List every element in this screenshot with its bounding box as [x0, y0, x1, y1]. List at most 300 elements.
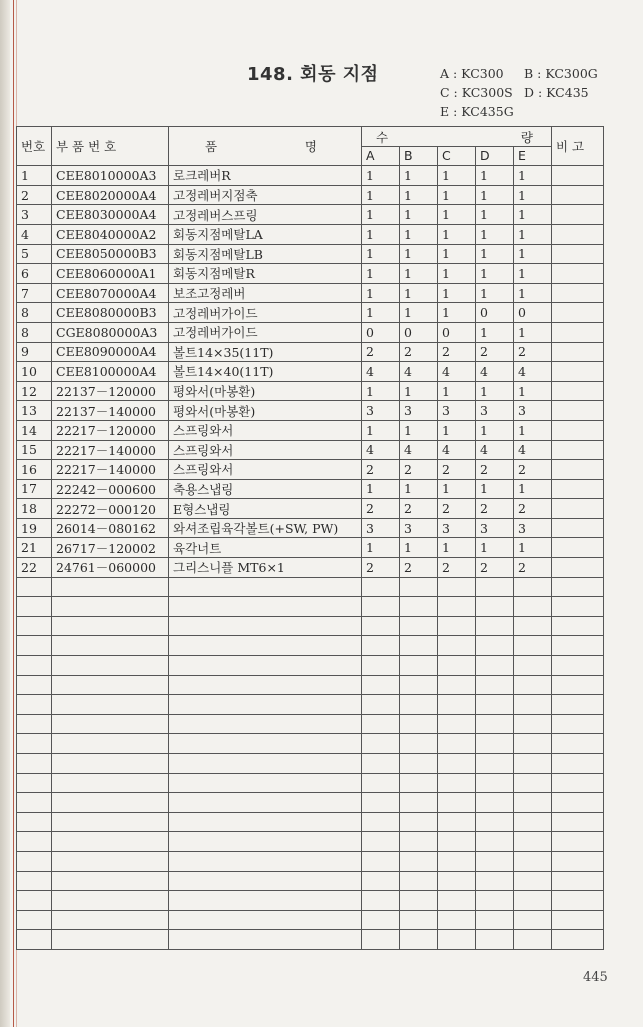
cell-part-name [169, 577, 362, 597]
cell-qty-b [400, 773, 438, 793]
model-legend [440, 64, 608, 121]
header-col-e: E [514, 146, 552, 166]
cell-qty-a [362, 891, 400, 911]
cell-qty-d: 1 [476, 283, 514, 303]
model-legend-line [440, 64, 608, 83]
cell-qty-c: 1 [438, 244, 476, 264]
table-row [17, 460, 604, 480]
cell-qty-b [400, 812, 438, 832]
cell-qty-e: 2 [514, 342, 552, 362]
cell-qty-a [362, 812, 400, 832]
empty-table-row [17, 754, 604, 774]
cell-qty-a: 3 [362, 518, 400, 538]
cell-part-number: CEE8080000B3 [52, 303, 169, 323]
cell-qty-d [476, 891, 514, 911]
cell-qty-c [438, 656, 476, 676]
empty-table-row [17, 832, 604, 852]
cell-no: 16 [17, 460, 52, 480]
cell-qty-a: 4 [362, 440, 400, 460]
cell-qty-e [514, 577, 552, 597]
cell-part-name [169, 734, 362, 754]
cell-remark [552, 185, 604, 205]
cell-no [17, 851, 52, 871]
cell-part-number [52, 675, 169, 695]
cell-part-name: 축용스냅링 [169, 479, 362, 499]
cell-remark [552, 479, 604, 499]
cell-remark [552, 871, 604, 891]
cell-part-name: E형스냅링 [169, 499, 362, 519]
cell-no: 10 [17, 362, 52, 382]
cell-qty-b: 2 [400, 499, 438, 519]
empty-table-row [17, 910, 604, 930]
cell-qty-a [362, 675, 400, 695]
cell-qty-d [476, 656, 514, 676]
cell-qty-e [514, 773, 552, 793]
cell-qty-b: 3 [400, 401, 438, 421]
cell-part-number [52, 871, 169, 891]
cell-part-name [169, 793, 362, 813]
table-row [17, 264, 604, 284]
cell-no [17, 812, 52, 832]
cell-part-number: CEE8060000A1 [52, 264, 169, 284]
cell-qty-d [476, 616, 514, 636]
cell-remark [552, 636, 604, 656]
cell-qty-e [514, 675, 552, 695]
empty-table-row [17, 851, 604, 871]
cell-qty-d [476, 930, 514, 950]
cell-remark [552, 244, 604, 264]
cell-qty-c: 0 [438, 322, 476, 342]
cell-qty-b [400, 734, 438, 754]
cell-qty-d: 1 [476, 381, 514, 401]
cell-qty-b [400, 695, 438, 715]
header-col-b: B [400, 146, 438, 166]
cell-qty-b: 1 [400, 479, 438, 499]
cell-no [17, 656, 52, 676]
cell-qty-a: 1 [362, 264, 400, 284]
cell-part-name [169, 695, 362, 715]
cell-qty-b [400, 754, 438, 774]
cell-no: 6 [17, 264, 52, 284]
cell-qty-d [476, 714, 514, 734]
header-quantity-2: 량 [520, 130, 533, 145]
cell-qty-d: 0 [476, 303, 514, 323]
empty-table-row [17, 597, 604, 617]
cell-part-number [52, 851, 169, 871]
cell-qty-a [362, 773, 400, 793]
cell-part-name [169, 636, 362, 656]
cell-qty-e [514, 754, 552, 774]
cell-remark [552, 166, 604, 186]
cell-qty-e: 4 [514, 440, 552, 460]
cell-part-number: 22137－140000 [52, 401, 169, 421]
cell-qty-d: 1 [476, 224, 514, 244]
cell-remark [552, 754, 604, 774]
cell-part-name: 와셔조립육각볼트(+SW, PW) [169, 518, 362, 538]
cell-qty-c [438, 695, 476, 715]
cell-qty-c [438, 714, 476, 734]
cell-part-number: 26014－080162 [52, 518, 169, 538]
cell-no [17, 734, 52, 754]
cell-qty-c: 2 [438, 460, 476, 480]
cell-part-name [169, 597, 362, 617]
cell-qty-d: 4 [476, 362, 514, 382]
cell-part-number: 22272－000120 [52, 499, 169, 519]
model-code: D : KC435 [524, 85, 589, 100]
header-quantity-1: 수 [376, 130, 389, 145]
table-row [17, 362, 604, 382]
empty-table-row [17, 695, 604, 715]
cell-qty-b: 1 [400, 166, 438, 186]
cell-remark [552, 812, 604, 832]
cell-part-number: CEE8100000A4 [52, 362, 169, 382]
cell-qty-e [514, 793, 552, 813]
table-row [17, 224, 604, 244]
cell-part-number [52, 616, 169, 636]
cell-remark [552, 303, 604, 323]
cell-part-number [52, 754, 169, 774]
cell-part-number: 22217－120000 [52, 420, 169, 440]
cell-no: 9 [17, 342, 52, 362]
cell-qty-c [438, 851, 476, 871]
cell-qty-d: 1 [476, 185, 514, 205]
cell-qty-a: 1 [362, 303, 400, 323]
cell-part-number: CEE8020000A4 [52, 185, 169, 205]
cell-part-name [169, 851, 362, 871]
cell-part-number: CGE8080000A3 [52, 322, 169, 342]
cell-part-number [52, 812, 169, 832]
cell-no: 8 [17, 322, 52, 342]
cell-part-number [52, 930, 169, 950]
header-col-d: D [476, 146, 514, 166]
cell-no: 3 [17, 205, 52, 225]
cell-part-number: 22217－140000 [52, 440, 169, 460]
cell-qty-b [400, 891, 438, 911]
cell-qty-a [362, 656, 400, 676]
cell-qty-a [362, 577, 400, 597]
cell-qty-c: 1 [438, 224, 476, 244]
cell-part-number: 22242－000600 [52, 479, 169, 499]
cell-remark [552, 577, 604, 597]
cell-part-name [169, 714, 362, 734]
cell-no: 5 [17, 244, 52, 264]
cell-qty-b: 2 [400, 342, 438, 362]
table-row [17, 499, 604, 519]
cell-qty-e: 1 [514, 224, 552, 244]
model-code: B : KC300G [524, 66, 598, 81]
cell-qty-c [438, 636, 476, 656]
cell-part-name [169, 871, 362, 891]
cell-qty-c: 1 [438, 205, 476, 225]
spine-line [13, 0, 14, 1027]
page-title: 148. 회동 지점 [247, 64, 379, 85]
empty-table-row [17, 812, 604, 832]
cell-part-name: 스프링와서 [169, 420, 362, 440]
cell-qty-c: 1 [438, 283, 476, 303]
cell-qty-b [400, 577, 438, 597]
cell-qty-e [514, 695, 552, 715]
cell-qty-a: 2 [362, 342, 400, 362]
cell-no [17, 714, 52, 734]
table-row [17, 558, 604, 578]
cell-qty-a: 1 [362, 381, 400, 401]
table-row [17, 401, 604, 421]
table-row [17, 185, 604, 205]
table-row [17, 322, 604, 342]
cell-part-number [52, 773, 169, 793]
cell-qty-c [438, 597, 476, 617]
cell-qty-a [362, 871, 400, 891]
cell-qty-d [476, 793, 514, 813]
cell-remark [552, 851, 604, 871]
cell-qty-b [400, 910, 438, 930]
model-legend-line [440, 83, 608, 102]
page-number: 445 [583, 970, 608, 985]
cell-qty-b: 1 [400, 303, 438, 323]
empty-table-row [17, 793, 604, 813]
cell-qty-a: 2 [362, 558, 400, 578]
cell-qty-d [476, 675, 514, 695]
cell-part-number [52, 636, 169, 656]
cell-qty-c [438, 754, 476, 774]
cell-qty-a: 1 [362, 283, 400, 303]
empty-table-row [17, 675, 604, 695]
cell-remark [552, 205, 604, 225]
cell-qty-d: 1 [476, 264, 514, 284]
cell-qty-e: 2 [514, 558, 552, 578]
cell-qty-e [514, 832, 552, 852]
cell-part-name: 볼트14×35(11T) [169, 342, 362, 362]
cell-remark [552, 793, 604, 813]
cell-part-number [52, 793, 169, 813]
cell-no: 2 [17, 185, 52, 205]
table-row [17, 479, 604, 499]
cell-no: 8 [17, 303, 52, 323]
cell-part-name [169, 812, 362, 832]
cell-qty-c [438, 773, 476, 793]
cell-qty-c: 4 [438, 440, 476, 460]
cell-remark [552, 538, 604, 558]
cell-part-name: 로크레버R [169, 166, 362, 186]
cell-remark [552, 695, 604, 715]
cell-part-name: 육각너트 [169, 538, 362, 558]
cell-remark [552, 362, 604, 382]
cell-part-number: CEE8030000A4 [52, 205, 169, 225]
table-row [17, 518, 604, 538]
cell-no: 18 [17, 499, 52, 519]
cell-qty-c: 2 [438, 499, 476, 519]
cell-no [17, 675, 52, 695]
cell-qty-a: 3 [362, 401, 400, 421]
cell-qty-e: 1 [514, 264, 552, 284]
cell-no: 21 [17, 538, 52, 558]
cell-qty-b [400, 636, 438, 656]
empty-table-row [17, 773, 604, 793]
empty-table-row [17, 871, 604, 891]
empty-table-row [17, 734, 604, 754]
cell-remark [552, 420, 604, 440]
cell-qty-d [476, 871, 514, 891]
cell-qty-c: 1 [438, 185, 476, 205]
cell-qty-e: 1 [514, 244, 552, 264]
model-legend-line [440, 102, 608, 121]
cell-qty-e [514, 616, 552, 636]
cell-no [17, 695, 52, 715]
cell-part-name: 평와서(마봉환) [169, 401, 362, 421]
model-code: C : KC300S [440, 85, 513, 100]
cell-qty-a [362, 832, 400, 852]
cell-qty-a [362, 616, 400, 636]
cell-qty-b [400, 597, 438, 617]
cell-qty-d [476, 636, 514, 656]
cell-qty-b: 1 [400, 381, 438, 401]
cell-qty-a: 1 [362, 420, 400, 440]
cell-no [17, 910, 52, 930]
cell-remark [552, 734, 604, 754]
cell-qty-b: 2 [400, 558, 438, 578]
cell-part-name [169, 754, 362, 774]
cell-qty-a [362, 793, 400, 813]
cell-remark [552, 401, 604, 421]
cell-part-name [169, 891, 362, 911]
cell-remark [552, 342, 604, 362]
cell-part-name: 보조고정레버 [169, 283, 362, 303]
cell-qty-c [438, 675, 476, 695]
cell-part-name: 고정레버가이드 [169, 322, 362, 342]
cell-qty-e [514, 734, 552, 754]
cell-part-number: 26717－120002 [52, 538, 169, 558]
cell-no: 17 [17, 479, 52, 499]
cell-qty-e: 4 [514, 362, 552, 382]
cell-qty-a: 1 [362, 224, 400, 244]
book-spine [0, 0, 10, 1027]
cell-qty-e: 1 [514, 322, 552, 342]
cell-no [17, 636, 52, 656]
cell-qty-c: 1 [438, 479, 476, 499]
table-row [17, 303, 604, 323]
cell-qty-d [476, 773, 514, 793]
cell-qty-d [476, 734, 514, 754]
cell-part-number: CEE8090000A4 [52, 342, 169, 362]
cell-remark [552, 283, 604, 303]
cell-part-name: 회동지점메탈R [169, 264, 362, 284]
cell-qty-d [476, 851, 514, 871]
cell-qty-d: 4 [476, 440, 514, 460]
cell-qty-e [514, 891, 552, 911]
header-col-a: A [362, 146, 400, 166]
header-part-name [169, 127, 362, 166]
cell-qty-e: 2 [514, 499, 552, 519]
cell-remark [552, 499, 604, 519]
cell-qty-c [438, 616, 476, 636]
header-col-c: C [438, 146, 476, 166]
cell-qty-c: 3 [438, 401, 476, 421]
cell-qty-d: 1 [476, 479, 514, 499]
cell-qty-d: 1 [476, 538, 514, 558]
cell-qty-b: 1 [400, 244, 438, 264]
cell-remark [552, 518, 604, 538]
cell-qty-b: 4 [400, 362, 438, 382]
cell-qty-b: 1 [400, 224, 438, 244]
cell-qty-d: 3 [476, 401, 514, 421]
cell-qty-e [514, 714, 552, 734]
cell-no [17, 793, 52, 813]
cell-part-number [52, 832, 169, 852]
cell-remark [552, 558, 604, 578]
cell-part-number: CEE8070000A4 [52, 283, 169, 303]
cell-qty-c: 1 [438, 381, 476, 401]
cell-qty-a [362, 597, 400, 617]
cell-qty-c: 1 [438, 166, 476, 186]
cell-qty-c [438, 734, 476, 754]
cell-qty-e: 1 [514, 479, 552, 499]
cell-qty-c: 2 [438, 558, 476, 578]
cell-qty-d: 1 [476, 322, 514, 342]
cell-qty-d: 2 [476, 499, 514, 519]
cell-qty-a: 0 [362, 322, 400, 342]
cell-qty-c [438, 812, 476, 832]
cell-qty-a [362, 734, 400, 754]
cell-no: 12 [17, 381, 52, 401]
cell-part-name: 스프링와서 [169, 460, 362, 480]
cell-qty-e: 1 [514, 538, 552, 558]
cell-part-number [52, 734, 169, 754]
cell-qty-d: 2 [476, 558, 514, 578]
cell-part-name: 회동지점메탈LB [169, 244, 362, 264]
table-row [17, 440, 604, 460]
cell-qty-e: 3 [514, 401, 552, 421]
cell-qty-a: 1 [362, 166, 400, 186]
cell-qty-e [514, 812, 552, 832]
empty-table-row [17, 714, 604, 734]
cell-no: 19 [17, 518, 52, 538]
cell-part-number [52, 597, 169, 617]
cell-qty-b [400, 871, 438, 891]
header-part-name-1: 품 [205, 139, 218, 154]
cell-remark [552, 832, 604, 852]
cell-qty-e: 1 [514, 381, 552, 401]
cell-remark [552, 322, 604, 342]
cell-no: 15 [17, 440, 52, 460]
cell-part-number [52, 714, 169, 734]
cell-qty-e [514, 930, 552, 950]
cell-part-number [52, 891, 169, 911]
cell-qty-b: 2 [400, 460, 438, 480]
cell-qty-c [438, 577, 476, 597]
cell-part-name [169, 656, 362, 676]
cell-qty-e: 0 [514, 303, 552, 323]
cell-qty-b [400, 930, 438, 950]
empty-table-row [17, 656, 604, 676]
cell-qty-e: 2 [514, 460, 552, 480]
cell-qty-d [476, 597, 514, 617]
cell-part-number: CEE8050000B3 [52, 244, 169, 264]
cell-part-name [169, 675, 362, 695]
cell-qty-c: 1 [438, 303, 476, 323]
cell-part-number: CEE8010000A3 [52, 166, 169, 186]
cell-qty-d: 2 [476, 460, 514, 480]
cell-no [17, 891, 52, 911]
cell-qty-e: 1 [514, 205, 552, 225]
cell-qty-d: 1 [476, 420, 514, 440]
empty-table-row [17, 577, 604, 597]
cell-qty-a: 4 [362, 362, 400, 382]
cell-part-name [169, 930, 362, 950]
cell-qty-e: 1 [514, 283, 552, 303]
cell-qty-a: 2 [362, 460, 400, 480]
cell-qty-a: 1 [362, 479, 400, 499]
cell-qty-e: 1 [514, 420, 552, 440]
